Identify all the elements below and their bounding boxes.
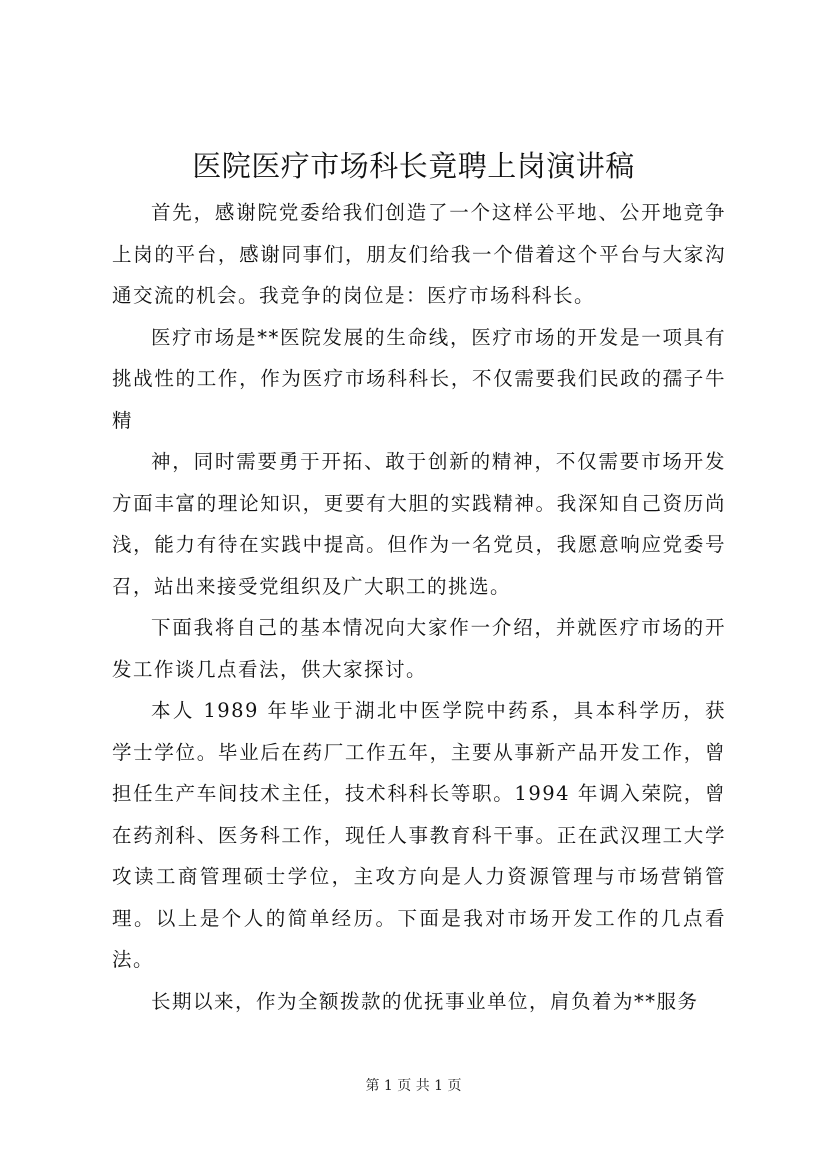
paragraph-4: 下面我将自己的基本情况向大家作一介绍，并就医疗市场的开发工作谈几点看法，供大家探讨。 xyxy=(112,616,726,681)
document-body xyxy=(112,192,726,1022)
paragraph-3: 神，同时需要勇于开拓、敢于创新的精神，不仅需要市场开发方面丰富的理论知识，更要有大胆的实践精神。我深知自己资历尚浅，能力有待在实践中提高。但作为一名党员，我愿意响应党委号召，站出来接受党组织及广大职工的挑选。 xyxy=(112,450,726,598)
page-footer xyxy=(0,1076,827,1096)
paragraph-1: 首先，感谢院党委给我们创造了一个这样公平地、公开地竞争上岗的平台，感谢同事们，朋友们给我一个借着这个平台与大家沟通交流的机会。我竞争的岗位是：医疗市场科科长。 xyxy=(112,201,726,307)
document-title: 医院医疗市场科长竟聘上岗演讲稿 xyxy=(192,149,635,183)
paragraph-5: 本人 1989 年毕业于湖北中医学院中药系，具本科学历，获学士学位。毕业后在药厂工作五年，主要从事新产品开发工作，曾担任生产车间技术主任，技术科科长等职。1994 年调入荣院，曾在药剂科、医务科工作，现任人事教育科干事。正在武汉理工大学攻读工商管理硕士学位，主攻方向是人力资源管理与市场营销管理。以上是个人的简单经历。下面是我对市场开发工作的几点看法。 xyxy=(112,699,726,971)
page-number-label: 第 1 页 共 1 页 xyxy=(365,1078,462,1094)
paragraph-2: 医疗市场是**医院发展的生命线，医疗市场的开发是一项具有挑战性的工作，作为医疗市场科科长，不仅需要我们民政的孺子牛精 xyxy=(112,325,726,432)
paragraph-6: 长期以来，作为全额拨款的优抚事业单位，肩负着为**服务 xyxy=(151,989,699,1013)
